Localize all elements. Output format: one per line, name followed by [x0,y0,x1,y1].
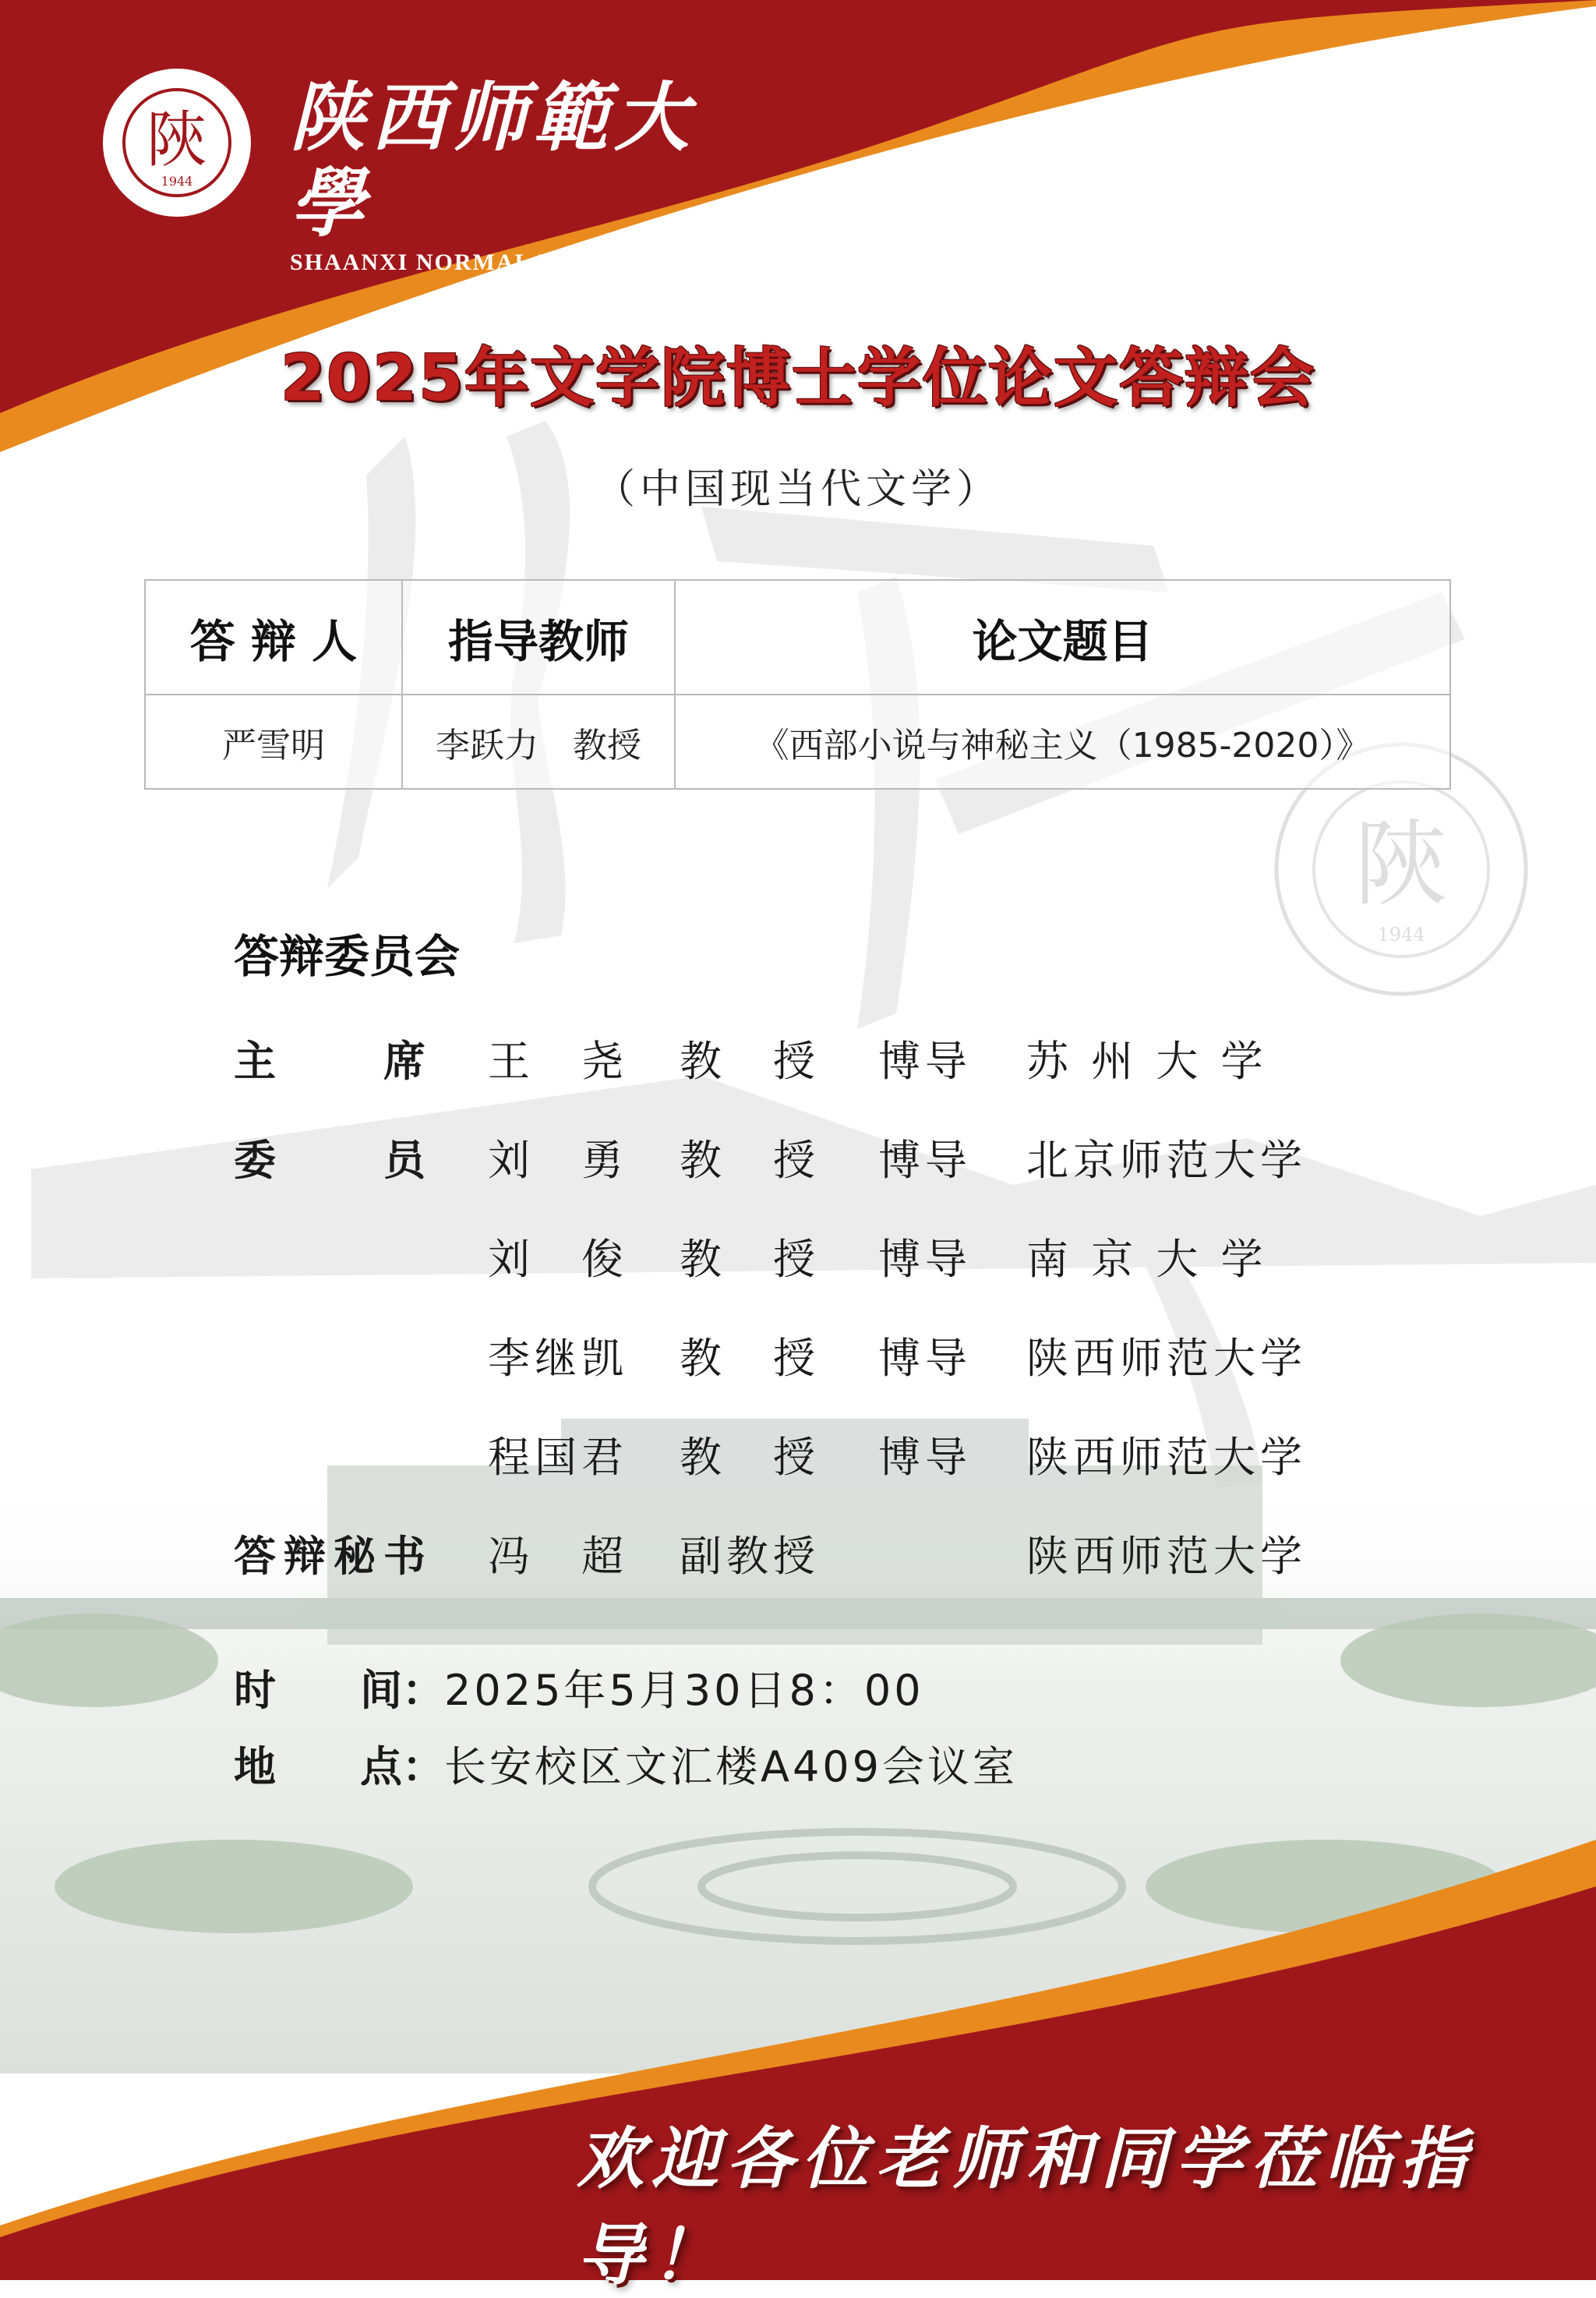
member-name: 王 尧 [488,1037,628,1086]
svg-text:陝: 陝 [146,105,208,175]
member-university: 北京师范大学 [1026,1136,1307,1185]
event-subtitle: （中国现当代文学） [594,466,1001,513]
member-tutor: 博导 [878,1433,972,1482]
place-label: 地 点： [234,1741,444,1791]
svg-text:1944: 1944 [161,174,193,189]
svg-text:陝: 陝 [1354,811,1448,919]
committee-row [234,1108,1338,1207]
event-title: 2025年文学院博士学位论文答辩会 [280,341,1316,415]
university-name [290,75,734,276]
member-university: 陕西师范大学 [1026,1334,1307,1383]
committee-heading: 答辩委员会 [234,930,461,983]
committee-row [234,1504,1338,1603]
time-label: 时 间： [234,1665,444,1715]
defense-info-table [144,579,1451,790]
welcome-slogan: 欢迎各位老师和同学莅临指导！ [577,2119,1474,2295]
member-tutor: 博导 [878,1235,972,1284]
member-university: 南 京 大 学 [1026,1235,1268,1284]
committee-row [234,1207,1338,1306]
member-role: 答辩秘书 [234,1532,433,1581]
member-tutor: 博导 [878,1037,972,1086]
member-name: 李继凯 [488,1334,628,1383]
member-title: 副教授 [680,1532,820,1581]
header-thesis-title: 论文题目 [675,580,1450,695]
committee-row [234,1009,1338,1108]
table-row [145,695,1450,789]
member-title: 教 授 [680,1136,820,1185]
meeting-info [234,1649,1018,1801]
time-value: 2025年5月30日8：00 [444,1665,924,1715]
member-title: 教 授 [680,1433,820,1482]
svg-text:1944: 1944 [1377,924,1425,946]
university-seal [95,61,259,224]
member-university: 陕西师范大学 [1026,1532,1307,1581]
thesis-title: 《西部小说与神秘主义（1985-2020）》 [675,695,1450,789]
header-candidate: 答 辩 人 [145,580,402,695]
meeting-time [234,1649,1018,1725]
member-name: 冯 超 [488,1532,628,1581]
member-name: 刘 俊 [488,1235,628,1284]
university-name-cn: 陕西师範大學 [290,73,695,247]
member-title: 教 授 [680,1334,820,1383]
university-name-en: SHAANXI NORMAL UNIVERSITY [290,249,701,275]
member-role: 主 席 [234,1037,433,1086]
member-university: 陕西师范大学 [1026,1433,1307,1482]
member-tutor: 博导 [878,1136,972,1185]
candidate-name: 严雪明 [145,695,402,789]
committee-section [234,920,1338,1603]
supervisor-name: 李跃力 教授 [402,695,675,789]
member-university: 苏 州 大 学 [1026,1037,1268,1086]
place-value: 长安校区文汇楼A409会议室 [444,1741,1019,1791]
member-tutor: 博导 [878,1334,972,1383]
member-role: 委 员 [234,1136,433,1185]
committee-row [234,1405,1338,1504]
header-supervisor: 指导教师 [402,580,675,695]
table-header-row [145,580,1450,695]
committee-row [234,1306,1338,1405]
member-title: 教 授 [680,1235,820,1284]
meeting-place [234,1725,1018,1801]
member-title: 教 授 [680,1037,820,1086]
member-name: 刘 勇 [488,1136,628,1185]
member-name: 程国君 [488,1433,628,1482]
university-logo [95,61,734,275]
